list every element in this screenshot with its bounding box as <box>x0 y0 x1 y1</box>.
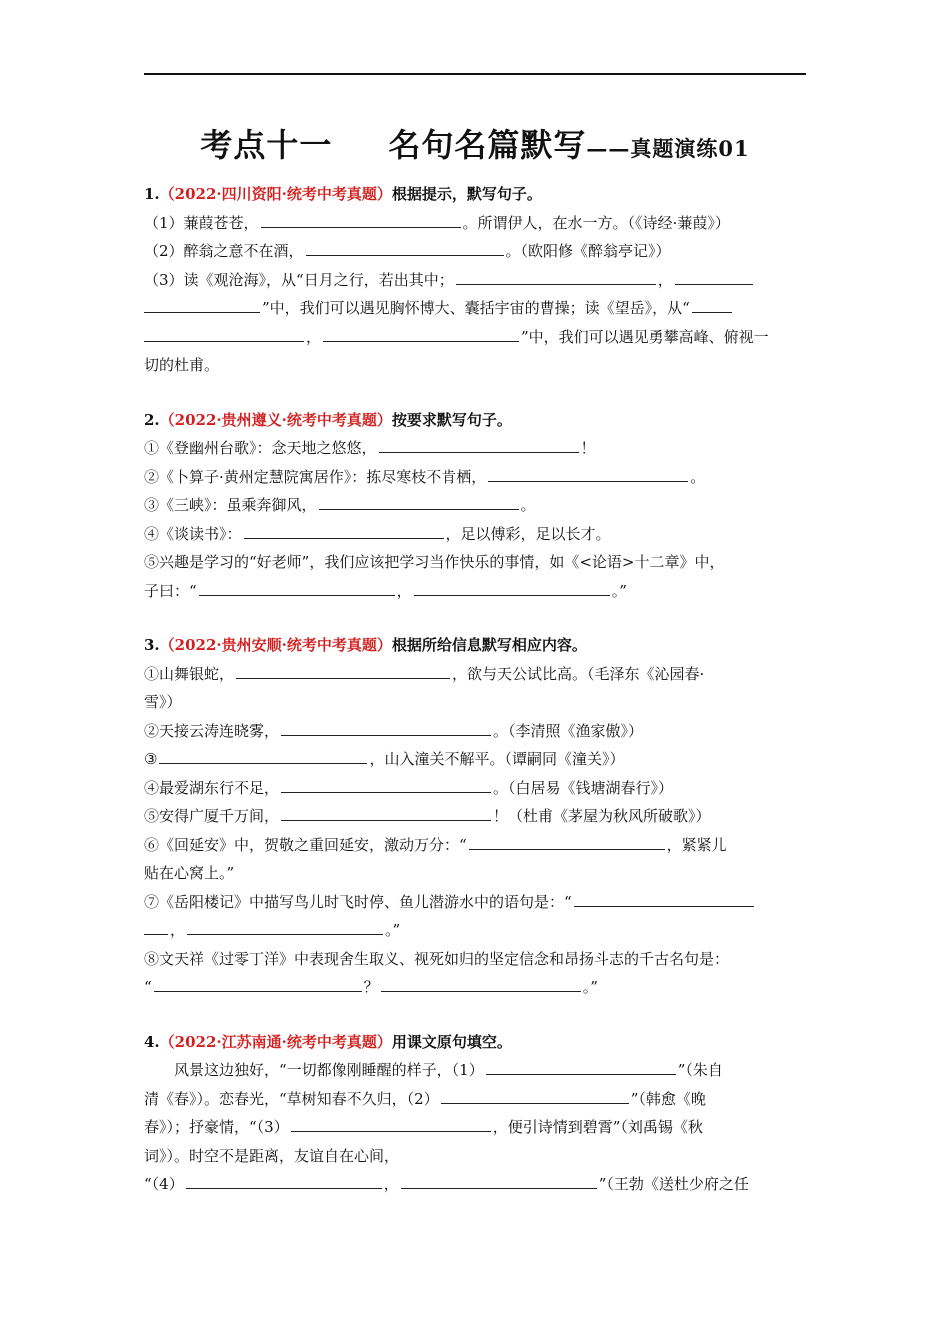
q4-line2-tail: ”（韩愈《晚 <box>630 1089 706 1108</box>
header-rule <box>144 73 806 75</box>
answer-blank[interactable] <box>199 594 395 596</box>
q2-line6-comma: ， <box>396 581 412 600</box>
question-2 <box>144 406 806 606</box>
q4-line1-text: 风景这边独好，“一切都像刚睡醒的样子，（1） <box>174 1061 484 1079</box>
q4-line5-text: “（4） <box>144 1175 184 1193</box>
q3-line12-question: ？ <box>363 978 379 996</box>
answer-blank[interactable] <box>379 451 579 453</box>
q4-line5-tail: ”（王勃《送杜少府之任 <box>598 1175 749 1193</box>
q3-line2-text: 雪》） <box>144 693 182 711</box>
q2-line6-text: 子曰：“ <box>144 581 197 600</box>
answer-blank[interactable] <box>414 594 610 596</box>
q2-line4-text: ④《谈读书》： <box>144 524 242 543</box>
q4-line3-tail: ，便引诗情到碧霄”（刘禹锡《秋 <box>492 1118 703 1136</box>
page-title <box>0 120 950 166</box>
question-instruction: 根据所给信息默写相应内容。 <box>391 636 587 654</box>
question-source: （2022·江苏南通·统考中考真题） <box>159 1032 392 1051</box>
answer-blank[interactable] <box>381 990 581 992</box>
q3-line9-text: ⑦《岳阳楼记》中描写鸟儿时飞时停、鱼儿潜游水中的语句是：“ <box>144 892 572 911</box>
answer-blank[interactable] <box>144 340 304 342</box>
answer-blank[interactable] <box>261 226 461 228</box>
answer-blank[interactable] <box>144 933 168 935</box>
question-number: 4. <box>144 1032 160 1051</box>
q4-line3-text: 春》）；抒豪情，“（3） <box>144 1118 289 1136</box>
answer-blank[interactable] <box>401 1187 597 1189</box>
question-source: （2022·贵州安顺·统考中考真题） <box>159 636 392 654</box>
q3-line10-comma: ， <box>170 921 186 939</box>
question-source: （2022·四川资阳·统考中考真题） <box>159 185 392 203</box>
answer-blank[interactable] <box>306 254 504 256</box>
q3-line12-open: “ <box>144 978 152 996</box>
question-instruction: 根据提示，默写句子。 <box>391 185 542 203</box>
q2-line6-tail: 。” <box>611 581 627 600</box>
q3-line5-text: ④最爱湖东行不足， <box>144 778 280 797</box>
q3-line4-text: ③ <box>144 750 158 768</box>
answer-blank[interactable] <box>159 762 367 764</box>
answer-blank[interactable] <box>144 311 260 313</box>
q3-line1-text: ①山舞银蛇， <box>144 664 235 683</box>
answer-blank[interactable] <box>441 1102 629 1104</box>
title-sub: ——真题演练01 <box>586 136 750 161</box>
q1-line2-text: （2）醉翁之意不在酒， <box>144 242 304 260</box>
q1-line3-comma: ， <box>657 270 673 289</box>
q4-line5-comma: ， <box>383 1175 399 1193</box>
question-header <box>144 631 806 660</box>
q3-line7-tail: ，紧紧儿 <box>666 835 727 854</box>
q2-line5-text: ⑤兴趣是学习的“好老师”，我们应该把学习当作快乐的事情，如《<论语>十二章》中， <box>144 553 725 571</box>
q2-line1-tail: ！ <box>580 439 596 457</box>
q1-line4-text: ”中，我们可以遇见胸怀博大、囊括宇宙的曹操；读《望岳》，从“ <box>262 299 690 317</box>
answer-blank[interactable] <box>469 848 665 850</box>
answer-blank[interactable] <box>692 311 732 313</box>
q2-line4-tail: ，足以傅彩，足以长才。 <box>445 524 611 543</box>
question-number: 2. <box>144 410 160 429</box>
question-instruction: 按要求默写句子。 <box>391 410 512 429</box>
question-instruction: 用课文原句填空。 <box>391 1032 512 1051</box>
question-1 <box>144 180 806 380</box>
q3-line8-text: 贴在心窝上。” <box>144 864 235 882</box>
q3-line6-text: ⑤安得广厦千万间， <box>144 807 280 825</box>
answer-blank[interactable] <box>154 990 362 992</box>
questions <box>144 180 806 1225</box>
q3-line1-tail: ，欲与天公试比高。（毛泽东《沁园春· <box>452 664 705 683</box>
question-number: 1. <box>144 185 160 203</box>
answer-blank[interactable] <box>244 537 444 539</box>
answer-blank[interactable] <box>291 1130 491 1132</box>
q1-line6-text: 切的杜甫。 <box>144 356 220 374</box>
q2-line1-text: ①《登幽州台歌》：念天地之悠悠， <box>144 439 377 457</box>
q2-line2-text: ②《卜算子·黄州定慧院寓居作》：拣尽寒枝不肯栖， <box>144 467 487 486</box>
q3-line12-tail: 。” <box>582 978 598 996</box>
q1-line1-tail: 。所谓伊人，在水一方。（《诗经·蒹葭》） <box>462 213 730 232</box>
answer-blank[interactable] <box>281 791 491 793</box>
q4-line4-text: 词》）。时空不是距离，友谊自在心间， <box>144 1146 400 1165</box>
q3-line5-tail: 。（白居易《钱塘湖春行》） <box>493 778 674 797</box>
question-source: （2022·贵州遵义·统考中考真题） <box>159 410 392 429</box>
q1-line3-text: （3）读《观沧海》，从“日月之行，若出其中； <box>144 270 454 289</box>
q4-line1-tail: ”（朱自 <box>677 1061 723 1079</box>
q3-line4-tail: ，山入潼关不解平。（谭嗣同《潼关》） <box>369 750 625 768</box>
q3-line6-tail: ！（杜甫《茅屋为秋风所破歌》） <box>493 807 711 825</box>
question-header <box>144 1028 806 1057</box>
answer-blank[interactable] <box>281 734 491 736</box>
answer-blank[interactable] <box>187 933 383 935</box>
answer-blank[interactable] <box>186 1187 382 1189</box>
answer-blank[interactable] <box>456 283 656 285</box>
q1-line5-text: ”中，我们可以遇见勇攀高峰、俯视一 <box>521 327 769 346</box>
question-4 <box>144 1028 806 1199</box>
answer-blank[interactable] <box>675 283 753 285</box>
question-header <box>144 406 806 435</box>
q3-line3-text: ②天接云涛连晓雾， <box>144 721 280 740</box>
answer-blank[interactable] <box>323 340 519 342</box>
q3-line3-tail: 。（李清照《渔家傲》） <box>493 721 644 740</box>
answer-blank[interactable] <box>236 677 450 679</box>
title-main2: 名句名篇默写 <box>388 126 587 164</box>
q3-line7-text: ⑥《回延安》中，贺敬之重回延安，激动万分：“ <box>144 835 467 854</box>
question-header <box>144 180 806 209</box>
question-number: 3. <box>144 636 160 654</box>
title-main: 考点十一 <box>200 126 333 164</box>
q2-line2-tail: 。 <box>690 467 706 486</box>
q2-line3-text: ③《三峡》：虽乘奔御风， <box>144 496 317 514</box>
answer-blank[interactable] <box>488 480 688 482</box>
q1-line5-comma: ， <box>306 327 322 346</box>
answer-blank[interactable] <box>574 905 754 907</box>
answer-blank[interactable] <box>486 1073 676 1075</box>
answer-blank[interactable] <box>281 819 491 821</box>
question-3 <box>144 631 806 1002</box>
answer-blank[interactable] <box>319 508 519 510</box>
q1-line1-text: （1）蒹葭苍苍， <box>144 213 259 232</box>
q3-line10-tail: 。” <box>385 921 401 939</box>
q2-line3-tail: 。 <box>520 496 536 514</box>
q1-line2-tail: 。（欧阳修《醉翁亭记》） <box>505 242 671 260</box>
q3-line11-text: ⑧文天祥《过零丁洋》中表现舍生取义、视死如归的坚定信念和昂扬斗志的千古名句是： <box>144 949 730 968</box>
q4-line2-text: 清《春》）。恋春光，“草树知春不久归，（2） <box>144 1089 439 1108</box>
